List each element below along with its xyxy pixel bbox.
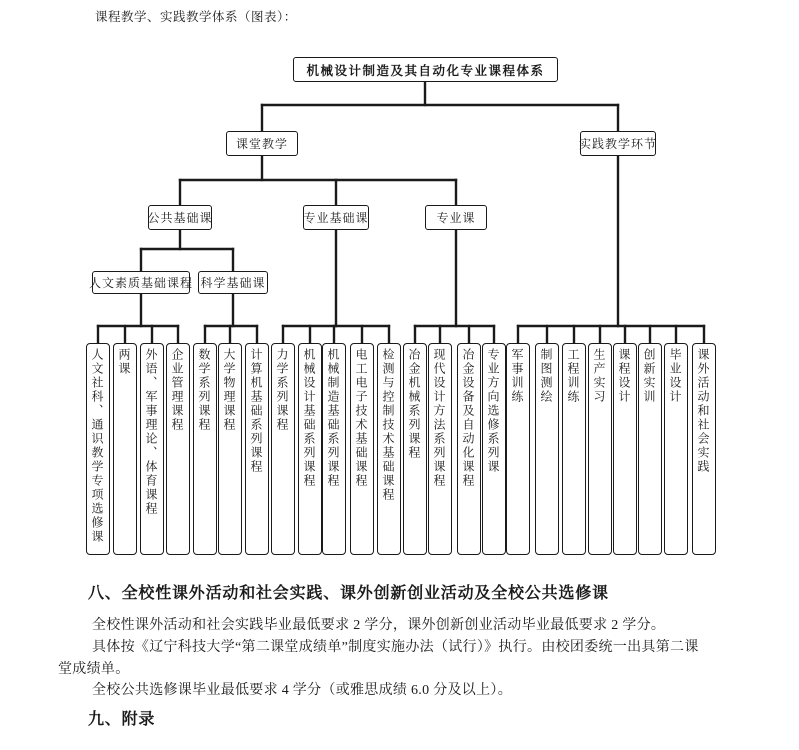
node-major-basic-courses: 专业基础课 [303,205,369,230]
leaf-course-box: 生产实习 [588,343,612,555]
leaf-course-box: 电工电子技术基础课程 [350,343,374,555]
leaf-course-box: 工程训练 [562,343,586,555]
section-8-paragraph-1: 全校性课外活动和社会实践毕业最低要求 2 学分，课外创新创业活动毕业最低要求 2 学分。 [92,618,666,633]
leaf-course-box: 课程设计 [613,343,637,555]
node-public-basic-courses: 公共基础课 [148,205,212,230]
leaf-course-box: 军事训练 [506,343,530,555]
section-9-heading: 九、附录 [88,711,156,728]
doc-caption: 课程教学、实践教学体系（图表）： [95,10,297,24]
leaf-course-box: 现代设计方法系列课程 [428,343,452,555]
section-8-paragraph-2-line1: 具体按《辽宁科技大学“第二课堂成绩单”制度实施办法（试行）》执行。由校团委统一出具第二课 [92,640,699,655]
leaf-course-box: 人文社科、通识教学专项选修课 [86,343,110,555]
leaf-course-box: 课外活动和社会实践 [692,343,716,555]
node-practice-teaching: 实践教学环节 [580,131,656,156]
node-science-basic-courses: 科学基础课 [198,271,268,294]
node-major-courses: 专业课 [425,205,487,230]
leaf-course-box: 计算机基础系列课程 [245,343,269,555]
leaf-course-box: 机械设计基础系列课程 [298,343,322,555]
section-8-heading: 八、全校性课外活动和社会实践、课外创新创业活动及全校公共选修课 [88,585,609,602]
leaf-course-box: 毕业设计 [664,343,688,555]
leaf-course-box: 冶金设备及自动化课程 [457,343,481,555]
leaf-course-box: 力学系列课程 [271,343,295,555]
leaf-course-box: 企业管理课程 [166,343,190,555]
leaf-course-box: 创新实训 [638,343,662,555]
leaf-course-box: 检测与控制技术基础课程 [377,343,401,555]
node-humanities-basic-courses: 人文素质基础课程 [92,271,190,294]
leaf-course-box: 冶金机械系列课程 [403,343,427,555]
leaf-course-box: 两课 [113,343,137,555]
node-classroom-teaching: 课堂教学 [226,131,298,156]
leaf-course-box: 制图测绘 [535,343,559,555]
leaf-course-box: 大学物理课程 [218,343,242,555]
section-8-paragraph-2-line2: 堂成绩单。 [58,662,130,677]
node-root: 机械设计制造及其自动化专业课程体系 [293,57,558,82]
leaf-course-box: 数学系列课程 [193,343,217,555]
leaf-course-box: 机械制造基础系列课程 [322,343,346,555]
leaf-course-box: 外语、军事理论、体育课程 [140,343,164,555]
leaf-course-box: 专业方向选修系列课 [482,343,506,555]
section-8-paragraph-3: 全校公共选修课毕业最低要求 4 学分（或雅思成绩 6.0 分及以上）。 [92,683,512,698]
